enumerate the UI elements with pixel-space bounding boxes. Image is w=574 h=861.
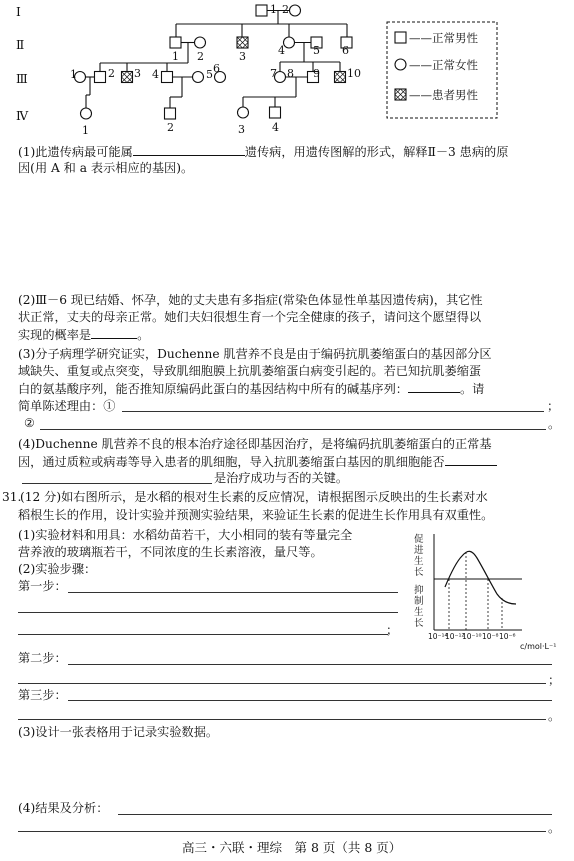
- q31-step1-line-3[interactable]: [18, 634, 388, 635]
- q31-period-4: 。: [548, 821, 561, 835]
- graph-tick-2: 10⁻¹²: [445, 632, 465, 641]
- num-g3-5: 5: [206, 68, 213, 81]
- q30-p1-line1: [18, 143, 508, 160]
- q31-materials-1: (1)实验材料和用具：水稻幼苗若干，大小相同的装有等量完全: [18, 528, 353, 542]
- q31-result-label: (4)结果及分析：: [18, 801, 109, 815]
- graph-tick-4: 10⁻⁸: [482, 632, 499, 641]
- q31-materials-2: 营养液的玻璃瓶若干，不同浓度的生长素溶液，量尺等。: [18, 545, 323, 559]
- q31-period-3: 。: [548, 709, 561, 723]
- q31-step1-line-1[interactable]: [68, 592, 398, 593]
- q30-p2-c: 实现的概率是: [18, 328, 92, 342]
- page-footer: 高三・六联・理综 第 8 页（共 8 页）: [182, 840, 402, 855]
- q31-steps-heading: (2)实验步骤：: [18, 562, 97, 576]
- num-g2-6: 6: [342, 44, 349, 57]
- q31-step2-line-2[interactable]: [18, 683, 546, 684]
- num-g4-2: 2: [167, 121, 174, 134]
- q30-p3-c2: 。请: [460, 382, 485, 396]
- graph-inhibit-label: 抑制生长: [414, 585, 424, 629]
- q30-p2-b: 状正常，丈夫的母亲正常。她们夫妇很想生育一个完全健康的孩子，请问这个愿望得以: [18, 310, 482, 324]
- gen-label-2: Ⅱ: [16, 38, 25, 52]
- q30-p1-a: (1)此遗传病最可能属: [18, 145, 133, 159]
- q30-p3-b: 域缺失、重复或点突变，导致肌细胞膜上抗肌萎缩蛋白病变引起的。若已知抗肌萎缩蛋: [18, 364, 482, 378]
- graph-promote-label: 促进生长: [414, 534, 424, 578]
- q31-step2-line-1[interactable]: [68, 664, 552, 665]
- q30-p3-e: ②: [24, 416, 35, 430]
- q30-p3-line3: [18, 380, 484, 397]
- q31-intro-b: 稻根生长的作用，设计实验并预测实验结果，来验证生长素的促进生长作用具有双重性。: [18, 508, 494, 522]
- graph-tick-3: 10⁻¹⁰: [462, 632, 482, 641]
- num-g3-8: 8: [287, 67, 294, 80]
- num-g3-7: 7: [270, 67, 277, 80]
- gen-label-3: Ⅲ: [16, 72, 28, 86]
- num-g3-2: 2: [108, 67, 115, 80]
- num-g3-1: 1: [70, 68, 77, 81]
- q30-p1-b: 遗传病，用遗传图解的形式，解释Ⅱ－3 患病的原: [244, 145, 509, 159]
- q30-p3-d: 简单陈述理由：①: [18, 399, 116, 413]
- q30-blank-2[interactable]: [91, 326, 137, 339]
- num-g3-6: 6: [213, 62, 220, 75]
- q31-step1-label: 第一步：: [18, 579, 67, 593]
- gen-label-4: Ⅳ: [16, 109, 29, 123]
- q30-blank-3[interactable]: [408, 380, 460, 393]
- legend-normal-female-label: ——正常女性: [409, 58, 478, 72]
- num-g3-9: 9: [313, 67, 320, 80]
- num-g3-3: 3: [134, 67, 141, 80]
- q31-step3-line-1[interactable]: [68, 700, 552, 701]
- q31-step1-line-2[interactable]: [18, 612, 398, 613]
- num-g1-1: 1: [270, 3, 277, 16]
- q30-p4-a: (4)Duchenne 肌营养不良的根本治疗途径即基因治疗，是将编码抗肌萎缩蛋白的正常基: [18, 437, 492, 451]
- num-g4-1: 1: [82, 124, 89, 137]
- num-g4-3: 3: [238, 123, 245, 136]
- q31-result-line-2[interactable]: [18, 831, 546, 832]
- q30-p4-b: 因，通过质粒或病毒等导入患者的肌细胞，导入抗肌萎缩蛋白基因的肌细胞能否: [18, 455, 445, 469]
- q30-p1-c: 因(用 A 和 a 表示相应的基因)。: [18, 161, 194, 175]
- q31-step2-label: 第二步：: [18, 651, 67, 665]
- q31-step3-line-2[interactable]: [18, 719, 546, 720]
- legend-normal-male-label: ——正常男性: [409, 31, 478, 45]
- q30-semicolon-1: ；: [547, 399, 560, 413]
- q30-p4-c: 是治疗成功与否的关键。: [214, 471, 349, 485]
- q31-step3-label: 第三步：: [18, 688, 67, 702]
- q31-table-task: (3)设计一张表格用于记录实验数据。: [18, 725, 219, 739]
- num-g3-10: 10: [347, 67, 361, 80]
- q30-p3-c: 白的氨基酸序列，能否推知原编码此蛋白的基因结构中所有的碱基序列：: [18, 382, 408, 396]
- q30-reason2-line[interactable]: [40, 429, 546, 430]
- q31-intro-a: (12 分)如右图所示，是水稻的根对生长素的反应情况，请根据图示反映出的生长素对水: [20, 490, 488, 504]
- num-g2-3: 3: [239, 50, 246, 63]
- num-g2-5: 5: [313, 44, 320, 57]
- legend-affected-male-label: ——患者男性: [409, 88, 478, 102]
- num-g3-4: 4: [152, 68, 159, 81]
- num-g2-1: 1: [172, 50, 179, 63]
- graph-unit: c/mol·L⁻¹: [520, 642, 557, 651]
- q30-blank-4[interactable]: [445, 453, 497, 466]
- q31-result-line-1[interactable]: [118, 814, 552, 815]
- q31-number: 31.: [2, 490, 22, 504]
- graph-tick-1: 10⁻¹⁴: [428, 632, 448, 641]
- q31-semicolon-1: ；: [386, 623, 399, 637]
- q30-blank-1[interactable]: [133, 143, 245, 156]
- q30-blank-5-line[interactable]: [22, 483, 212, 484]
- q30-p2-a: (2)Ⅲ－6 现已结婚、怀孕，她的丈夫患有多指症(常染色体显性单基因遗传病)，其它性: [18, 293, 483, 307]
- q31-semicolon-2: ；: [548, 673, 561, 687]
- graph-tick-5: 10⁻⁶: [499, 632, 516, 641]
- num-g1-2: 2: [282, 3, 289, 16]
- q30-p2-line3: 实现的概率是 。: [18, 328, 150, 342]
- q30-period-1: 。: [548, 417, 561, 431]
- num-g2-4: 4: [278, 44, 285, 57]
- q30-p4-line2: [18, 453, 497, 470]
- gen-label-1: Ⅰ: [16, 5, 21, 19]
- graph-response-curve: [445, 551, 516, 604]
- q30-reason1-line[interactable]: [122, 411, 544, 412]
- num-g2-2: 2: [197, 50, 204, 63]
- q30-p3-a: (3)分子病理学研究证实，Duchenne 肌营养不良是由于编码抗肌萎缩蛋白的基因部分区: [18, 347, 492, 361]
- num-g4-4: 4: [272, 121, 279, 134]
